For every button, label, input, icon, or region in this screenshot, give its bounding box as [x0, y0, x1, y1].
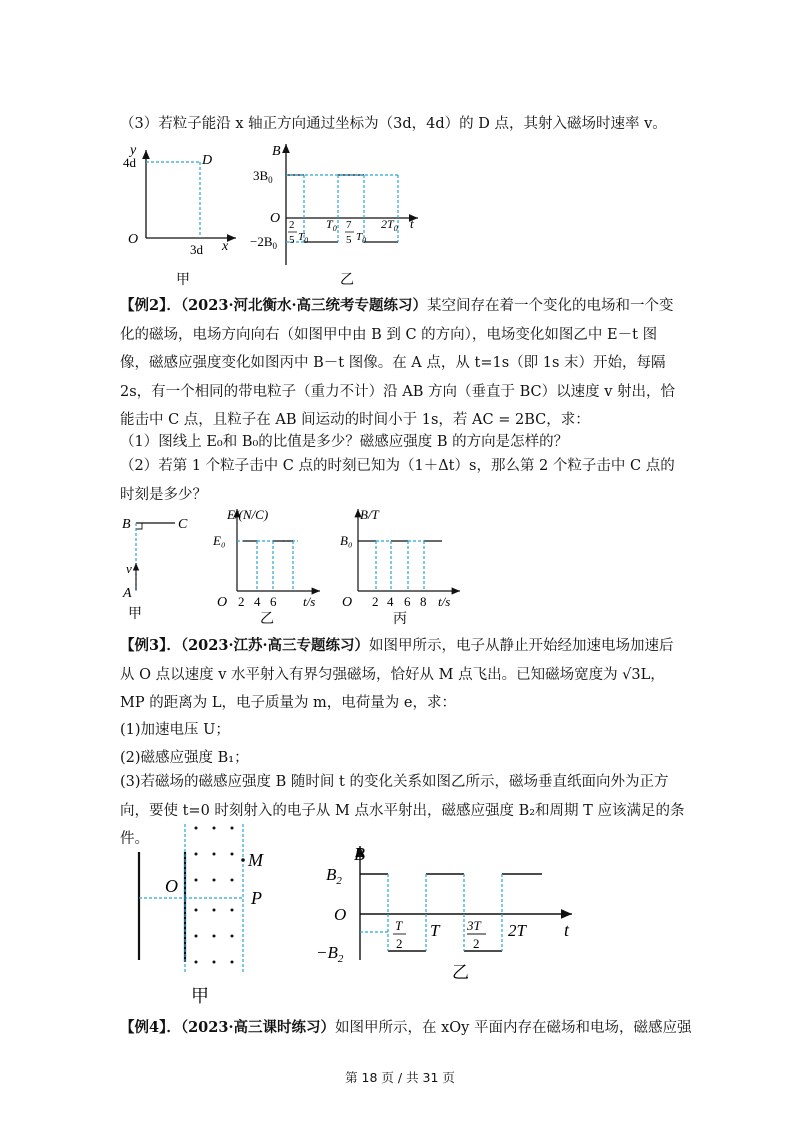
example-3-text	[120, 632, 685, 718]
tick-t0: $T_0$	[326, 217, 337, 233]
example-3-q1: (1)加速电压 U；	[120, 722, 230, 738]
t-label: t/s	[438, 594, 451, 609]
tick-2-5-num: 2	[289, 219, 295, 231]
example-2-q1: （1）图线上 E₀和 B₀的比值是多少？磁感应强度 B 的方向是怎样的？	[120, 434, 569, 450]
b2-label: $B_2$	[326, 865, 342, 887]
caption-bing: 丙	[393, 612, 407, 625]
question-3-line: （3）若粒子能沿 x 轴正方向通过坐标为（3d，4d）的 D 点，其射入磁场时速率 v。	[120, 116, 667, 132]
tick-4: 4	[254, 594, 261, 609]
caption-yi: 乙	[340, 273, 354, 288]
figure-1-jia	[118, 140, 248, 290]
point-b: B	[122, 517, 131, 532]
point-m: M	[248, 850, 263, 870]
example-4-heading: 【例4】．（2023·高三课时练习）	[120, 1019, 335, 1036]
tick-2t0: $2T_0$	[381, 217, 398, 233]
example-2-fig-jia	[118, 505, 198, 625]
point-p: P	[251, 888, 262, 908]
example-3-fig-jia	[125, 820, 285, 1010]
tick-2-5-den: 5	[289, 234, 295, 246]
caption-yi: 乙	[452, 963, 469, 982]
y-label: y	[130, 143, 137, 158]
tick-6: 6	[404, 594, 411, 609]
caption-jia: 甲	[191, 986, 209, 1006]
tick-7-5-den: 5	[346, 234, 352, 246]
origin-label: O	[342, 595, 353, 610]
b-axis-label: B/T	[360, 507, 379, 522]
tick-t-half-num: T	[395, 918, 403, 933]
point-o: O	[165, 876, 178, 896]
t-label: t	[410, 216, 414, 231]
origin-label: O	[270, 211, 281, 226]
tick-2: 2	[372, 594, 379, 609]
example-3-q2: (2)磁感应强度 B₁；	[120, 750, 249, 766]
point-a: A	[123, 586, 132, 601]
example-3-body: 如图甲所示，电子从静止开始经加速电场加速后从 O 点以速度 v 水平射入有界匀强磁场，恰好从 M 点飞出。已知磁场宽度为 √3L，MP 的距离为 L，电子质量为 m，电荷量为 e，求：	[120, 638, 674, 711]
example-3-heading: 【例3】．（2023·江苏·高三专题练习）	[120, 637, 370, 654]
tick-7-5-num: 7	[346, 219, 352, 231]
example-2-text	[120, 292, 685, 435]
origin-label: O	[334, 905, 347, 924]
label-3b0: $3B_0$	[253, 168, 273, 185]
point-d-label: D	[202, 153, 213, 168]
tick-6: 6	[270, 594, 277, 609]
caption-jia: 甲	[176, 273, 190, 288]
example-2-fig-yi	[205, 505, 330, 625]
point-c: C	[178, 517, 188, 532]
field-dots	[195, 827, 234, 964]
example-2-q2: （2）若第 1 个粒子击中 C 点的时刻已知为（1＋Δt）s，那么第 2 个粒子击中 C 点的时刻是多少？	[120, 458, 675, 503]
tick-2-5-t: $T_0$	[298, 231, 309, 245]
b0-label: B₀	[340, 533, 353, 548]
page-footer: 第 18 页 / 共 31 页	[345, 1070, 455, 1085]
e-axis-label: E/(N/C)	[227, 507, 269, 522]
tick-3t-half-den: 2	[473, 936, 480, 951]
b-label: B	[272, 144, 281, 159]
example-4-body: 如图甲所示，在 xOy 平面内存在磁场和电场，磁感应强	[335, 1020, 692, 1036]
caption-jia: 甲	[128, 607, 142, 622]
tick-t: T	[430, 921, 440, 940]
caption-yi: 乙	[260, 612, 274, 625]
b-axis-label: B	[354, 844, 365, 864]
example-3-fig-yi	[312, 842, 582, 990]
origin-label: O	[128, 232, 139, 247]
neg-b2-label: $-B_2$	[316, 943, 344, 965]
tick-8: 8	[420, 594, 427, 609]
tick-2: 2	[238, 594, 245, 609]
tick-3t-half-num: 3T	[467, 918, 481, 933]
velocity-v: v	[126, 561, 132, 576]
tick-t-half-den: 2	[396, 936, 403, 951]
example-2-heading: 【例2】．（2023·河北衡水·高三统考专题练习）	[120, 297, 428, 314]
example-4-text	[120, 1016, 691, 1037]
origin-label: O	[217, 595, 228, 610]
example-3-q3: (3)若磁场的磁感应强度 B 随时间 t 的变化关系如图乙所示，磁场垂直纸面向外为正方向，要使 t=0 时刻射入的电子从 M 点水平射出，磁感应强度 B₂和周期 T 应该满足的条件。	[120, 774, 685, 847]
tick-7-5-t: $T_0$	[356, 231, 367, 245]
example-2-body: 某空间存在着一个变化的电场和一个变化的磁场，电场方向向右（如图甲中由 B 到 C 的方向），电场变化如图乙中 E－t 图像，磁感应强度变化如图丙中 B－t 图像。在 A 点，从 t=1s（即 1s 末）开始，每隔 2s，有一个相同的带电粒子（重力不计）沿 AB 方向（垂直于 BC）以速度 v 射出，恰能击中 C 点，且粒子在 AB 间运动的时间小于 1s，若 AC = 2BC，求：	[120, 298, 676, 428]
label-neg2b0: $-2B_0$	[250, 234, 278, 251]
t-label: t/s	[303, 594, 316, 609]
x-label: x	[222, 239, 229, 254]
example-2-fig-bing	[338, 505, 468, 625]
label-4d: 4d	[123, 155, 136, 170]
figure-1-yi	[250, 140, 430, 290]
label-3d: 3d	[190, 242, 203, 257]
e0-label: E₀	[213, 533, 226, 548]
t-axis-label: t	[564, 920, 570, 940]
tick-4: 4	[387, 594, 394, 609]
tick-2t: 2T	[508, 921, 526, 940]
